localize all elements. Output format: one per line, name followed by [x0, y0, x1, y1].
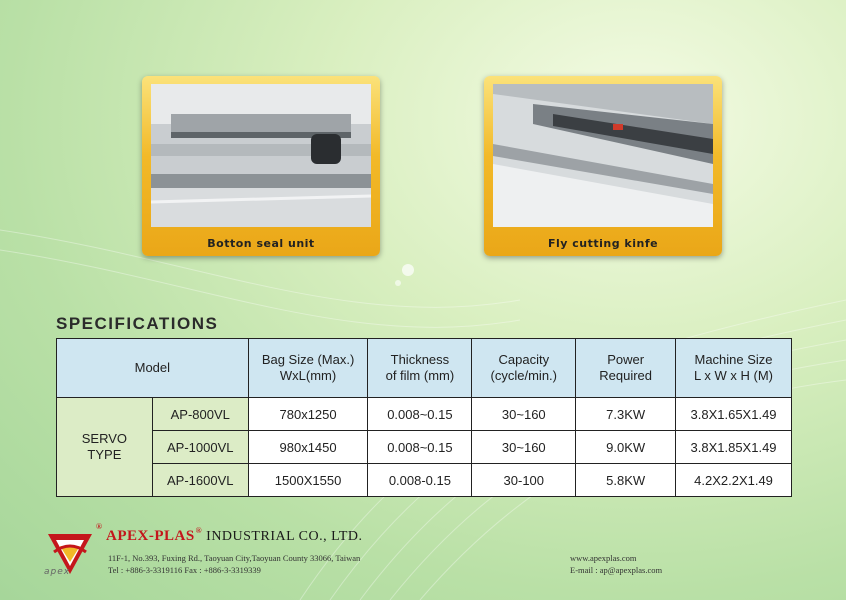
type-line1: SERVO — [81, 431, 128, 446]
model-cell: AP-1000VL — [152, 431, 248, 464]
header-thickness-line2: of film (mm) — [385, 368, 455, 383]
header-machine-size-line1: Machine Size — [694, 352, 773, 367]
thickness-cell: 0.008-0.15 — [368, 464, 472, 497]
tel-fax: Tel : +886-3-3319116 Fax : +886-3-3319339 — [108, 565, 261, 575]
servo-type-cell — [57, 398, 153, 497]
header-bag-size — [248, 339, 368, 398]
model-cell: AP-800VL — [152, 398, 248, 431]
company-suffix: INDUSTRIAL CO., LTD. — [206, 529, 363, 544]
bottom-seal-unit-photo — [151, 84, 371, 227]
specifications-table — [56, 338, 792, 497]
bottom-seal-unit-card — [142, 76, 380, 256]
header-capacity-line2: (cycle/min.) — [490, 368, 557, 383]
bag-size-cell: 1500X1550 — [248, 464, 368, 497]
type-line2: TYPE — [87, 447, 122, 462]
thickness-cell: 0.008~0.15 — [368, 431, 472, 464]
logo-wordmark: apex — [44, 567, 71, 577]
header-power — [576, 339, 676, 398]
thickness-cell: 0.008~0.15 — [368, 398, 472, 431]
fly-cutting-knife-photo — [493, 84, 713, 227]
header-machine-size-line2: L x W x H (M) — [694, 368, 773, 383]
power-cell: 7.3KW — [576, 398, 676, 431]
header-capacity — [472, 339, 576, 398]
header-power-line2: Required — [599, 368, 653, 383]
power-cell: 5.8KW — [576, 464, 676, 497]
brand-name: APEX-PLAS — [106, 528, 195, 544]
header-thickness — [368, 339, 472, 398]
header-bag-size-line2: WxL(mm) — [279, 368, 337, 383]
fly-cutting-knife-caption: Fly cutting kinfe — [547, 237, 659, 250]
model-cell: AP-1600VL — [152, 464, 248, 497]
table-header-row — [57, 339, 792, 398]
header-power-line1: Power — [607, 352, 645, 367]
table-row — [57, 464, 792, 497]
company-address: 11F-1, No.393, Fuxing Rd., Taoyuan City,Taoyuan County 33066, Taiwan — [108, 553, 361, 563]
registered-mark-left: ® — [96, 522, 103, 531]
bottom-seal-unit-caption: Botton seal unit — [207, 237, 315, 250]
website-link[interactable]: www.apexplas.com — [570, 553, 637, 563]
header-capacity-line1: Capacity — [498, 352, 550, 367]
specifications-heading: SPECIFICATIONS — [56, 314, 219, 333]
fly-cutting-knife-card — [484, 76, 722, 256]
capacity-cell: 30~160 — [472, 431, 576, 464]
power-cell: 9.0KW — [576, 431, 676, 464]
company-name — [96, 522, 363, 545]
registered-mark-right: ® — [195, 526, 203, 535]
email-link[interactable]: E-mail : ap@apexplas.com — [570, 565, 663, 575]
capacity-cell: 30~160 — [472, 398, 576, 431]
machine-size-cell: 4.2X2.2X1.49 — [676, 464, 792, 497]
bag-size-cell: 780x1250 — [248, 398, 368, 431]
header-model: Model — [57, 339, 249, 398]
header-bag-size-line1: Bag Size (Max.) — [261, 352, 355, 367]
table-row — [57, 398, 792, 431]
machine-size-cell: 3.8X1.85X1.49 — [676, 431, 792, 464]
bag-size-cell: 980x1450 — [248, 431, 368, 464]
header-machine-size — [676, 339, 792, 398]
capacity-cell: 30-100 — [472, 464, 576, 497]
table-row — [57, 431, 792, 464]
header-thickness-line1: Thickness — [390, 352, 450, 367]
machine-size-cell: 3.8X1.65X1.49 — [676, 398, 792, 431]
